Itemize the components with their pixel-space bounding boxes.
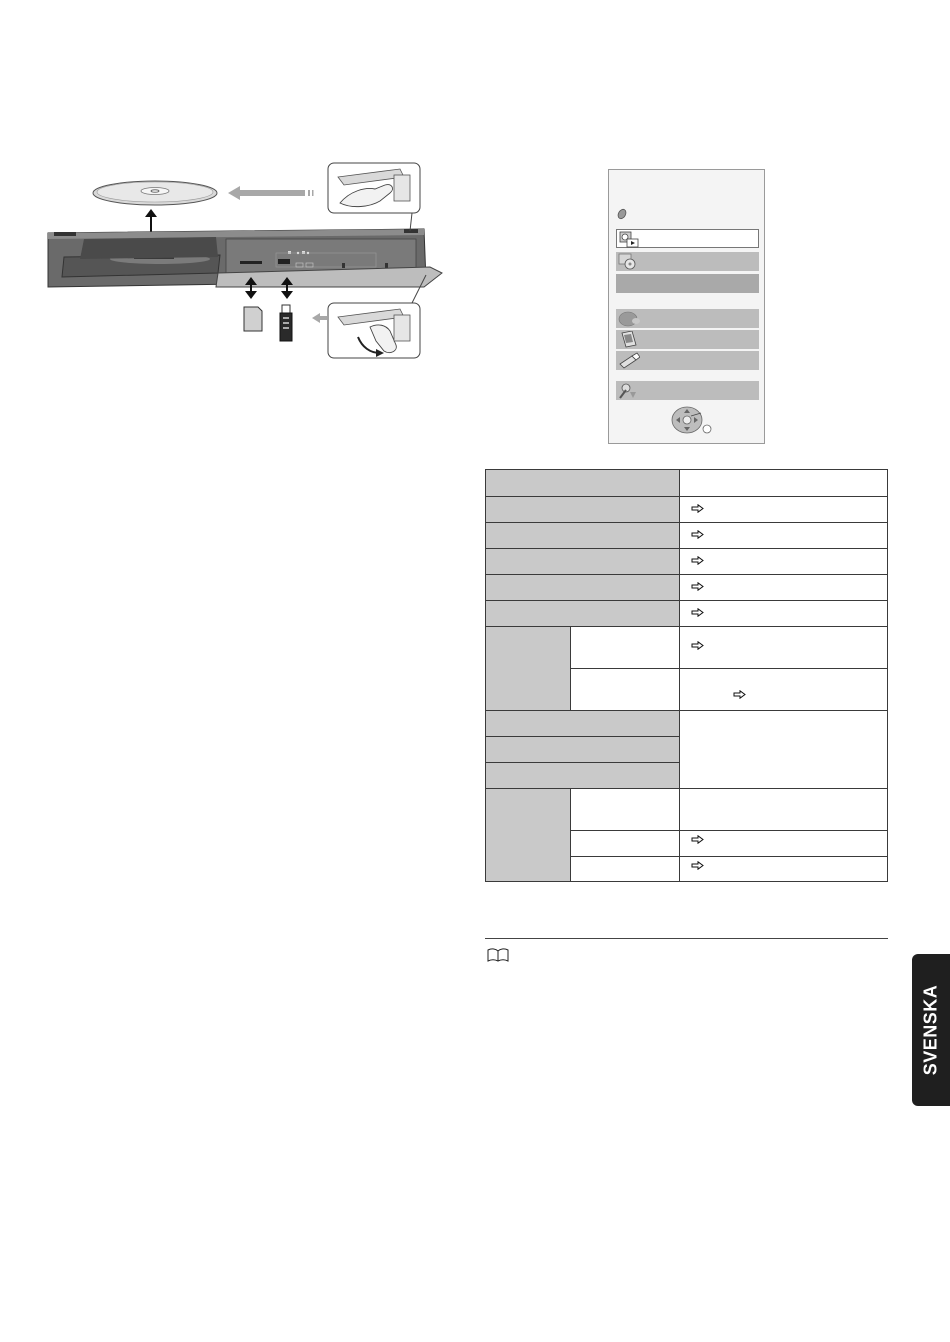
right-arrow-outline-icon <box>691 530 704 539</box>
table-row-label <box>485 762 679 788</box>
menu-item-sd-card[interactable] <box>616 330 759 349</box>
right-arrow-outline-icon <box>691 641 704 650</box>
network-globe-icon <box>618 310 640 327</box>
menu-item-settings[interactable] <box>616 381 759 400</box>
player-body <box>48 229 442 287</box>
disc-small-icon <box>616 208 628 220</box>
menu-item-network[interactable] <box>616 309 759 328</box>
table-row-label <box>485 600 679 626</box>
table-row-label <box>485 496 679 522</box>
sd-card-icon <box>618 331 640 348</box>
right-arrow-outline-icon <box>691 582 704 591</box>
table-header-left <box>485 469 679 496</box>
menu-item-disc[interactable] <box>616 252 759 271</box>
insert-arrow-top <box>228 186 314 200</box>
language-tab-label: SVENSKA <box>920 984 941 1076</box>
table-row-label <box>485 522 679 548</box>
callout-open-flap-top <box>328 163 420 231</box>
disc-illustration <box>93 181 217 205</box>
table-row-label <box>485 574 679 600</box>
menu-item-blank[interactable] <box>616 274 759 293</box>
home-menu-screen <box>608 169 765 444</box>
play-media-icon <box>619 231 641 248</box>
right-arrow-outline-icon <box>733 690 746 699</box>
table-row-label <box>485 548 679 574</box>
feature-table <box>485 469 888 882</box>
usb-stick-illustration <box>280 305 292 341</box>
nav-cross-icon <box>671 405 713 435</box>
notes-divider <box>485 938 888 939</box>
right-arrow-outline-icon <box>691 608 704 617</box>
menu-item-play-media[interactable] <box>616 229 759 248</box>
menu-item-usb[interactable] <box>616 351 759 370</box>
right-arrow-outline-icon <box>691 504 704 513</box>
table-sub-label-area <box>570 788 679 882</box>
right-arrow-outline-icon <box>691 861 704 870</box>
player-disc-loading-illustration <box>40 155 450 365</box>
disc-icon <box>618 253 640 270</box>
table-row-label <box>485 736 679 762</box>
book-reference-icon <box>487 948 509 962</box>
right-arrow-outline-icon <box>691 835 704 844</box>
sd-card-illustration <box>244 307 262 331</box>
right-arrow-outline-icon <box>691 556 704 565</box>
usb-icon <box>618 352 640 369</box>
settings-icon <box>618 382 640 399</box>
table-row-label <box>485 710 679 736</box>
language-side-tab <box>912 954 950 1106</box>
